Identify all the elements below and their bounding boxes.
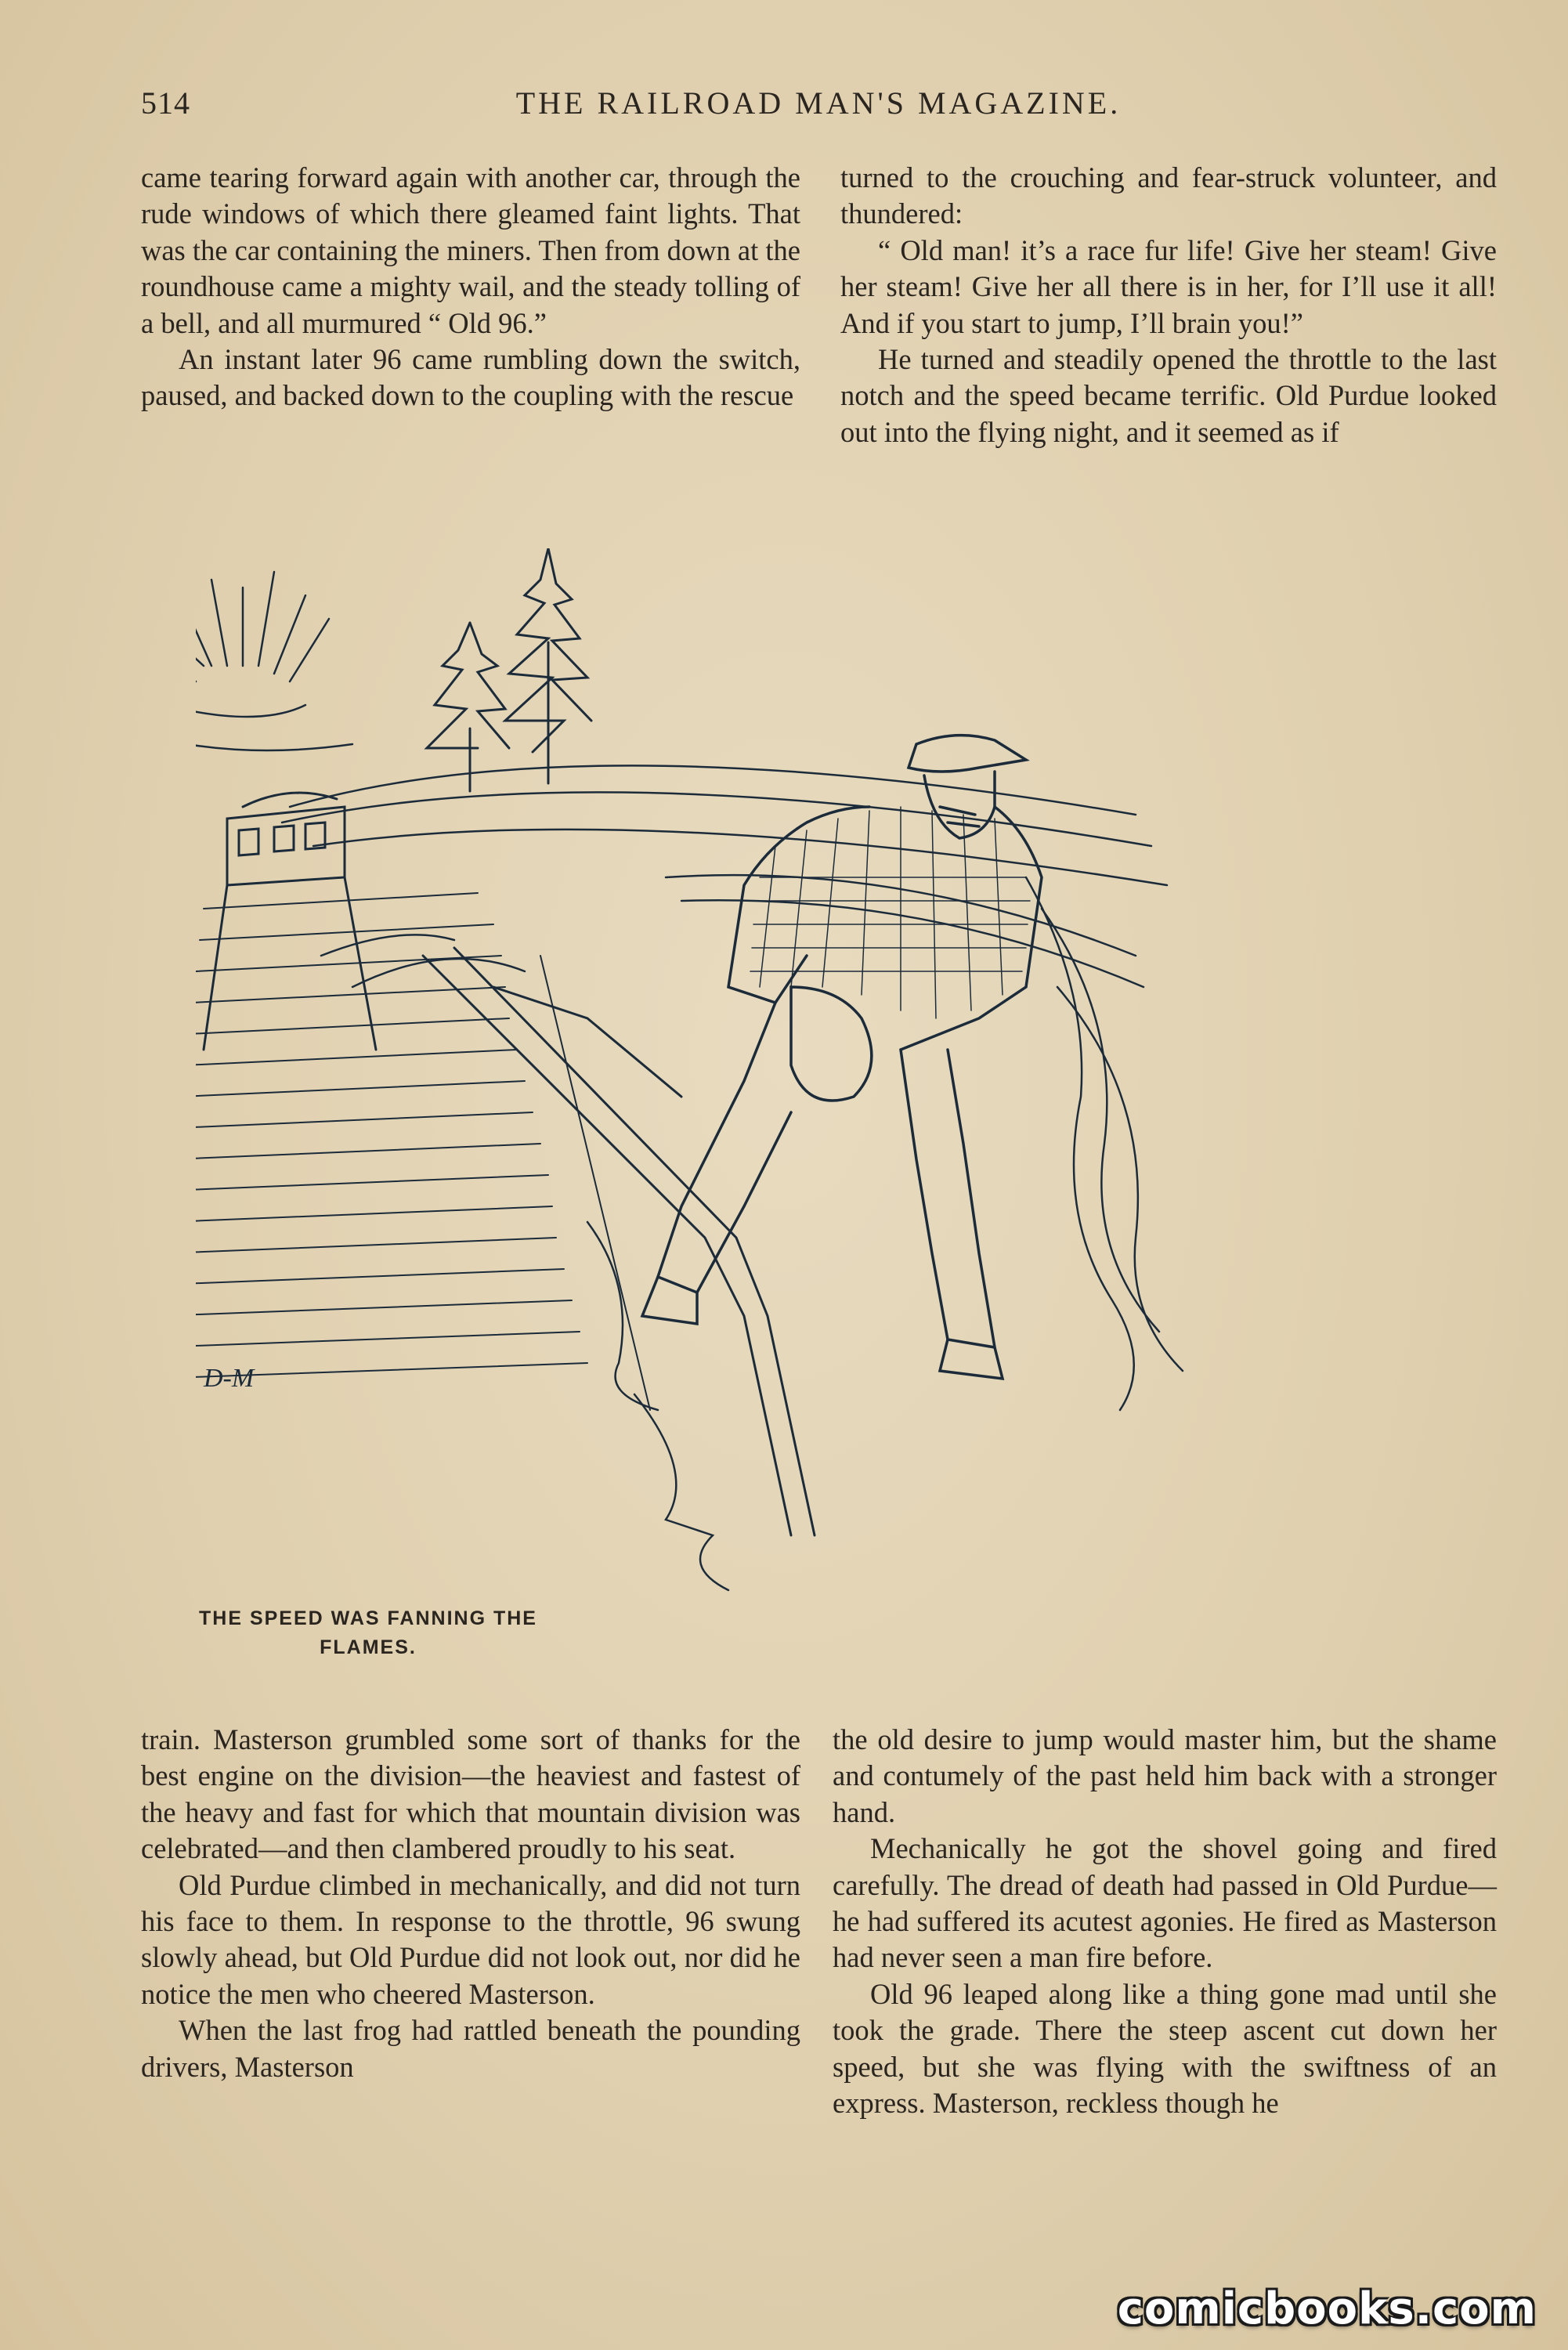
page-number: 514	[141, 85, 190, 121]
paragraph: the old desire to jump would master him, but the shame and contumely of the past held him back with a stronger hand.	[833, 1723, 1497, 1828]
column-top-right	[840, 160, 1497, 450]
column-bottom-left	[141, 1722, 800, 2085]
paragraph: Old Purdue climbed in mechanically, and did not turn his face to them. In response to the throttle, 96 swung slowly ahead, but Old Purdue did not look out, nor did he notice the men who cheered Masterson.	[141, 1868, 800, 2010]
wind-streaks-drawing	[282, 765, 1183, 1590]
tender-deck-drawing	[196, 893, 650, 1426]
paragraph: Old 96 leaped along like a thing gone mad until she took the grade. There the steep ascent cut down her speed, but she was flying with the swiftness of an express. Masterson, reckless though he	[833, 1977, 1497, 2120]
column-bottom-right	[833, 1722, 1497, 2121]
page-header	[141, 85, 1496, 132]
shovel-drawing	[423, 948, 815, 1535]
pine-trees-drawing	[427, 548, 591, 791]
watermark-logo: comicbooks.com	[1117, 2283, 1537, 2334]
paragraph: train. Masterson grumbled some sort of thanks for the best engine on the division—the heaviest and fastest of the heavy and fast for which that mountain division was celebrated—and then clambered proudly to his seat.	[141, 1723, 800, 1865]
magazine-title: THE RAILROAD MAN'S MAGAZINE.	[515, 85, 1122, 121]
caption-line: THE SPEED WAS FANNING THE	[199, 1607, 537, 1629]
caboose-drawing	[204, 793, 376, 1050]
grass-drawing	[196, 572, 352, 750]
artist-signature: D-M	[204, 1364, 255, 1393]
paragraph: Mechanically he got the shovel going and fired carefully. The dread of death had passed in Old Purdue—he had suffered its acutest agonies. He fired as Masterson had never seen a man fire before.	[833, 1832, 1497, 1974]
paragraph: turned to the crouching and fear-struck volunteer, and thundered:	[840, 161, 1497, 230]
illustration-caption	[149, 1604, 587, 1662]
fireman-figure-drawing	[642, 736, 1042, 1379]
caption-line: FLAMES.	[320, 1636, 417, 1658]
column-top-left	[141, 160, 800, 414]
illustration-fireman	[196, 548, 1371, 1645]
paragraph: When the last frog had rattled beneath the pounding drivers, Masterson	[141, 2014, 800, 2083]
paragraph: came tearing forward again with another car, through the rude windows of which there gleamed faint lights. That was the car containing the miners. Then from down at the roundhouse came a mighty wail, and the steady tolling of a bell, and all murmured “ Old 96.”	[141, 161, 800, 339]
paragraph: An instant later 96 came rumbling down the switch, paused, and backed down to the coupling with the rescue	[141, 343, 800, 412]
paragraph: “ Old man! it’s a race fur life! Give her steam! Give her steam! Give her all there is in her, for I’ll use it all! And if you start to jump, I’ll brain you!”	[840, 233, 1497, 339]
paragraph: He turned and steadily opened the throttle to the last notch and the speed became terrific. Old Purdue looked out into the flying night, and it seemed as if	[840, 343, 1497, 448]
